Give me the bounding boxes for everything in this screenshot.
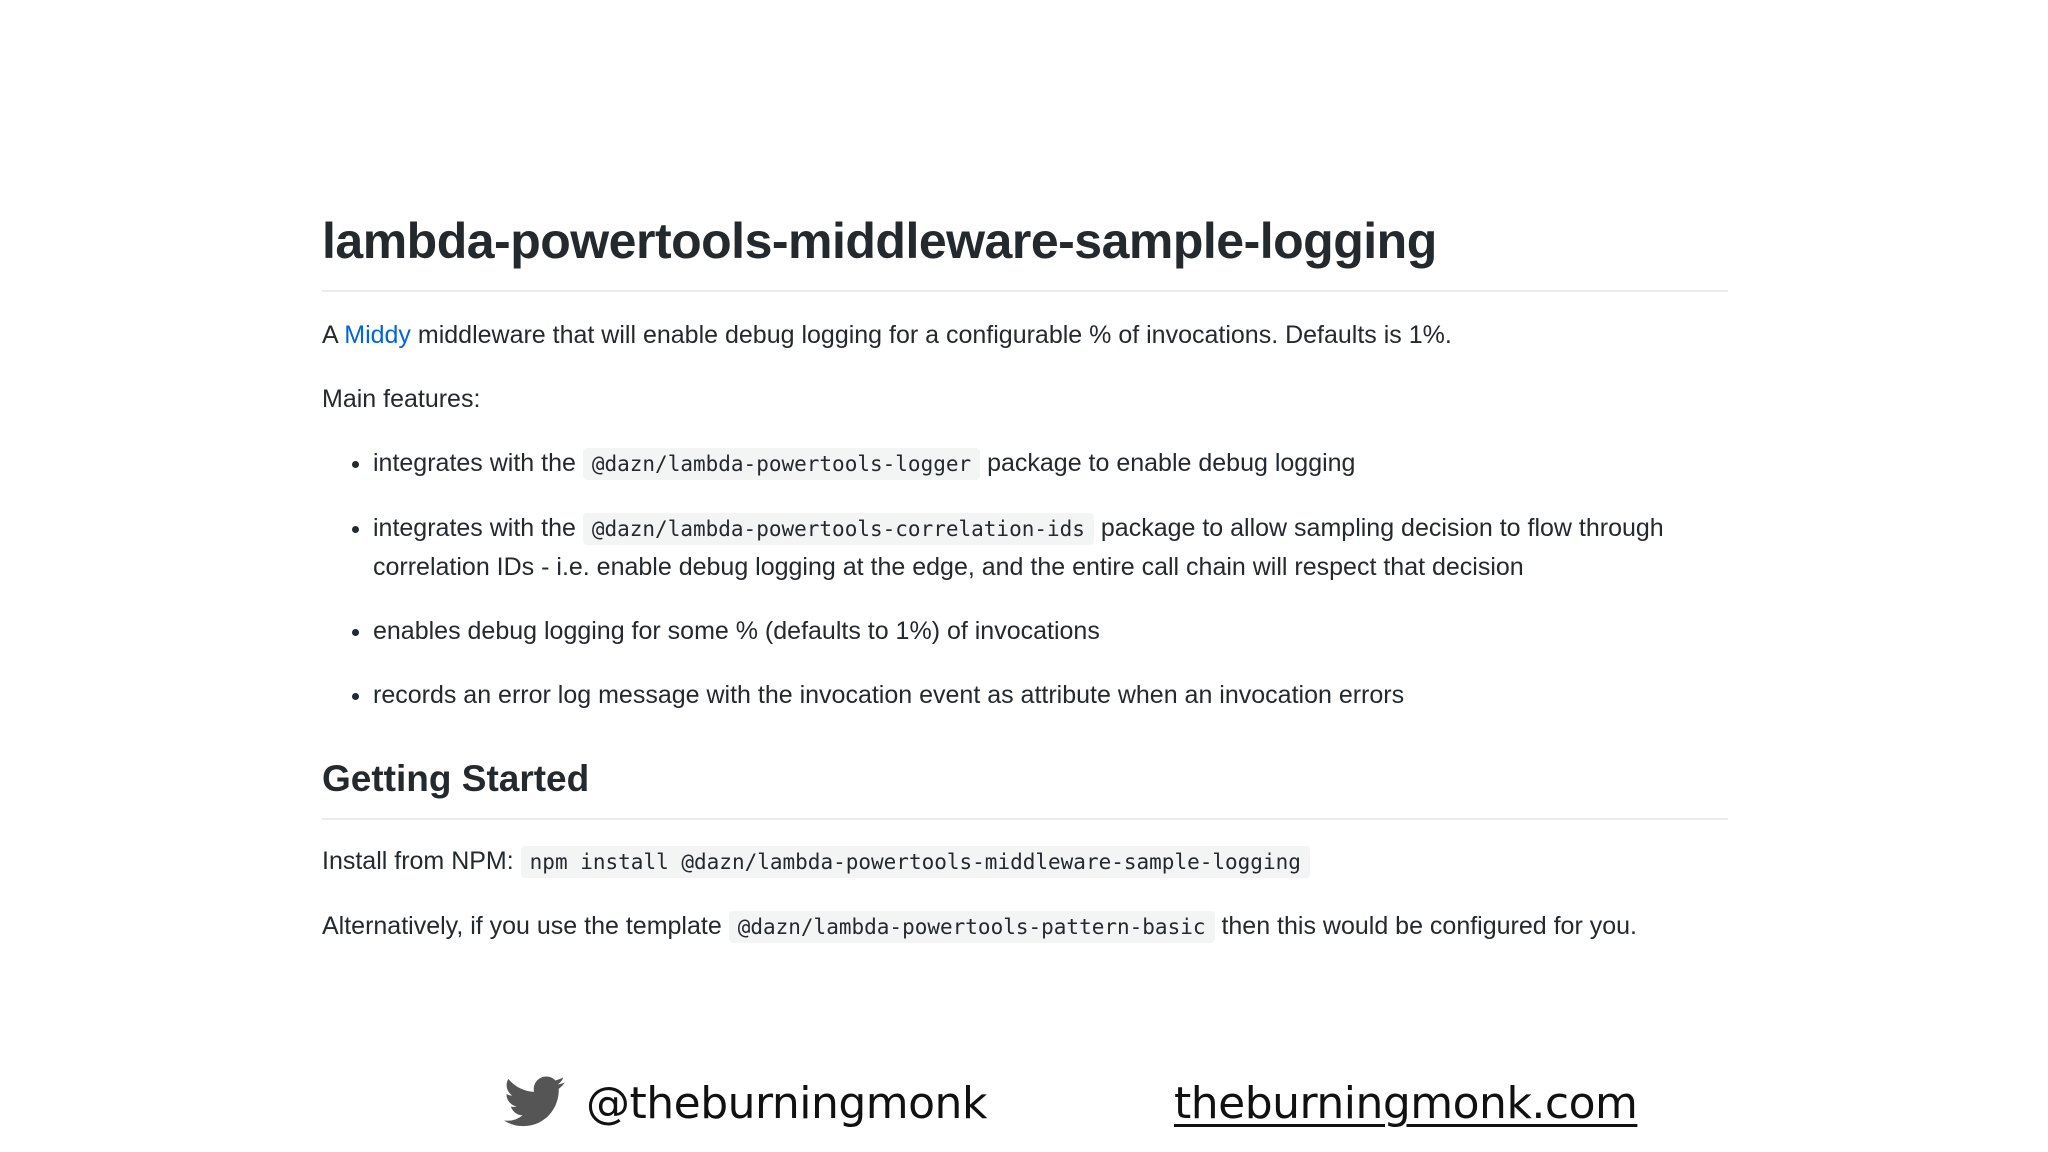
- intro-paragraph: [322, 316, 1728, 354]
- footer: [0, 1070, 2048, 1138]
- twitter-handle: @theburningmonk: [586, 1078, 987, 1129]
- readme-section: [322, 208, 1728, 946]
- intro-prefix: A: [322, 321, 345, 349]
- twitter-bird-icon: [504, 1076, 566, 1128]
- feature-text: integrates with the: [373, 514, 583, 542]
- middy-link[interactable]: Middy: [344, 321, 411, 349]
- inline-code: @dazn/lambda-powertools-correlation-ids: [583, 513, 1094, 545]
- getting-started-heading: Getting Started: [322, 754, 1728, 820]
- features-list: [322, 444, 1728, 714]
- list-item: [373, 676, 1728, 714]
- list-item: [373, 444, 1728, 483]
- alternative-paragraph: [322, 907, 1728, 946]
- feature-text: package to enable debug logging: [980, 449, 1356, 477]
- page-title: lambda-powertools-middleware-sample-logging: [322, 208, 1728, 292]
- intro-suffix: middleware that will enable debug logging for a configurable % of invocations. Defaults is 1%.: [410, 321, 1452, 349]
- install-command-code: npm install @dazn/lambda-powertools-middleware-sample-logging: [521, 846, 1310, 878]
- website-link[interactable]: theburningmonk.com: [1174, 1078, 1638, 1129]
- alt-text: then this would be configured for you.: [1214, 912, 1637, 940]
- features-label: Main features:: [322, 385, 481, 413]
- install-label: Install from NPM:: [322, 847, 521, 875]
- feature-text: integrates with the: [373, 449, 583, 477]
- alt-text: Alternatively, if you use the template: [322, 912, 729, 940]
- feature-text: enables debug logging for some % (defaults to 1%) of invocations: [373, 617, 1100, 645]
- feature-text: package to allow sampling decision to flow through correlation IDs - i.e. enable debug logging at the edge, and the entire call chain will respect that decision: [373, 514, 1664, 581]
- template-code: @dazn/lambda-powertools-pattern-basic: [729, 911, 1215, 943]
- feature-text: records an error log message with the invocation event as attribute when an invocation errors: [373, 681, 1405, 709]
- inline-code: @dazn/lambda-powertools-logger: [583, 448, 980, 480]
- list-item: [373, 509, 1728, 586]
- list-item: [373, 612, 1728, 650]
- install-paragraph: [322, 842, 1728, 881]
